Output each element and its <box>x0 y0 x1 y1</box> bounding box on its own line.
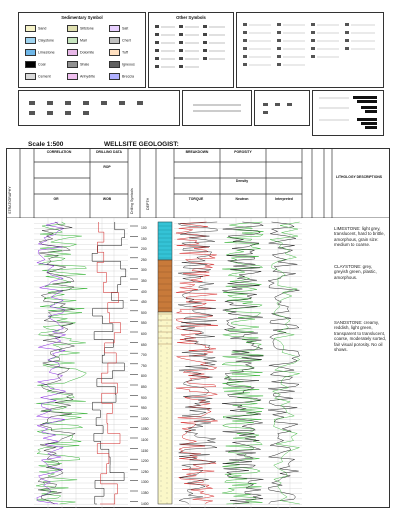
pattern-dot <box>167 403 168 404</box>
legend-sed-label: Limestone <box>38 50 55 55</box>
depth-label: 700 <box>141 353 147 358</box>
pattern-dot <box>167 378 168 379</box>
col-head-gr: GR <box>53 197 59 201</box>
pattern-dot <box>167 343 168 344</box>
depth-label: 300 <box>141 268 147 273</box>
pattern-dot <box>167 463 168 464</box>
col-head-correlation: CORRELATION <box>46 150 72 154</box>
depth-label: 1400 <box>141 501 149 506</box>
pattern-dot <box>167 368 168 369</box>
legend-sed-item <box>67 73 95 80</box>
legend-sed-label: Coal <box>38 62 46 67</box>
legend-sed-item <box>25 73 51 80</box>
pattern-dot <box>167 483 168 484</box>
depth-label: 200 <box>141 247 147 252</box>
pattern-dot <box>167 408 168 409</box>
pattern-dot <box>161 441 162 442</box>
legend-other-box <box>148 12 234 88</box>
log-tracks <box>6 218 390 508</box>
lithology-claystone <box>158 260 172 312</box>
pattern-dot <box>161 396 162 397</box>
pattern-dot <box>167 338 168 339</box>
legend-sed-item <box>25 61 45 68</box>
legend-extra-box <box>236 12 384 88</box>
legend-sed-label: Sand <box>38 26 47 31</box>
legend-sed-label: Igneous <box>122 62 135 67</box>
lithology-limestone <box>158 222 172 260</box>
pattern-dot <box>161 401 162 402</box>
depth-label: 1250 <box>141 469 149 474</box>
legend-sed-item <box>67 61 89 68</box>
legend-swatch <box>67 25 78 32</box>
legend-sed-item <box>109 37 131 44</box>
depth-label: 1300 <box>141 480 149 485</box>
legend-sed-item <box>67 37 87 44</box>
legend-row2-c-symbols <box>261 97 305 121</box>
pattern-dot <box>161 456 162 457</box>
pattern-dot <box>167 443 168 444</box>
legend-row2-a <box>18 90 180 126</box>
legend-swatch <box>67 37 78 44</box>
legend-swatch <box>25 61 36 68</box>
pattern-dot <box>161 461 162 462</box>
pattern-dot <box>161 436 162 437</box>
legend-sed-item <box>109 49 128 56</box>
pattern-dot <box>167 363 168 364</box>
legend-other-title: Other Symbols <box>176 15 206 20</box>
pattern-dot <box>161 486 162 487</box>
depth-label: 1100 <box>141 438 149 442</box>
pattern-dot <box>167 348 168 349</box>
col-head-depth: DEPTH <box>146 197 150 210</box>
pattern-dot <box>167 413 168 414</box>
col-head-drilling-data: DRILLING DATA <box>96 150 122 154</box>
depth-label: 450 <box>141 300 147 305</box>
legend-swatch <box>25 37 36 44</box>
depth-label: 1050 <box>141 427 149 432</box>
legend-other-symbols <box>153 23 231 85</box>
col-head-breakdown: BREAKDOWN <box>185 150 209 154</box>
pattern-dot <box>161 496 162 497</box>
legend-swatch <box>109 73 120 80</box>
depth-label: 500 <box>141 310 147 315</box>
pattern-dot <box>161 466 162 467</box>
pattern-dot <box>167 453 168 454</box>
pattern-dot <box>167 493 168 494</box>
legend-swatch <box>25 49 36 56</box>
legend-swatch <box>67 73 78 80</box>
pattern-dot <box>167 428 168 429</box>
scale-label: Scale 1:500 <box>28 141 64 148</box>
depth-label: 650 <box>141 342 147 347</box>
legend-extra-symbols <box>241 19 381 85</box>
pattern-dot <box>161 371 162 372</box>
pattern-dot <box>167 398 168 399</box>
legend-sed-item <box>109 61 135 68</box>
pattern-dot <box>167 433 168 434</box>
pattern-dot <box>161 406 162 407</box>
legend-swatch <box>109 25 120 32</box>
pattern-dot <box>161 501 162 502</box>
depth-label: 600 <box>141 332 147 336</box>
depth-label: 900 <box>141 395 147 400</box>
depth-label: 1000 <box>141 416 149 421</box>
pattern-dot <box>167 328 168 329</box>
depth-label: 1200 <box>141 459 149 464</box>
legend-swatch <box>67 61 78 68</box>
legend-row2-b-symbols <box>191 97 247 121</box>
legend-swatch <box>67 49 78 56</box>
depth-label: 750 <box>141 363 147 368</box>
legend-sed-item <box>109 25 128 32</box>
legend-swatch <box>109 37 120 44</box>
col-head-porosity: POROSITY <box>234 150 252 154</box>
lithology-description-2: CLAYSTONE: grey, greyish green, plastic, amorphous. <box>334 264 377 280</box>
pattern-dot <box>167 473 168 474</box>
pattern-dot <box>167 438 168 439</box>
legend-sed-label: Shale <box>80 62 90 67</box>
pattern-dot <box>167 393 168 394</box>
pattern-dot <box>167 318 168 319</box>
depth-label: 1350 <box>141 491 149 495</box>
pattern-dot <box>161 426 162 427</box>
pattern-dot <box>161 476 162 477</box>
depth-label: 150 <box>141 236 147 241</box>
pattern-dot <box>167 423 168 424</box>
depth-label: 800 <box>141 374 147 379</box>
legend-sed-label: Cement <box>38 74 51 79</box>
pattern-dot <box>167 418 168 419</box>
legend-swatch <box>109 61 120 68</box>
pattern-dot <box>161 336 162 337</box>
lithology-description-1: LIMESTONE: light grey, translucent, hard to brittle, amorphous, grain size: medium to coarse. <box>334 226 385 248</box>
pattern-dot <box>161 411 162 412</box>
pattern-dot <box>167 373 168 374</box>
pattern-dot <box>161 346 162 347</box>
legend-sed-label: Anhydrite <box>80 74 96 79</box>
legend-row2-a-symbols <box>25 97 175 121</box>
legend-sed-label: Marl <box>80 38 87 43</box>
legend-sed-item <box>67 49 94 56</box>
legend-sed-label: Tuff <box>122 50 128 55</box>
legend-sed-item <box>25 25 46 32</box>
depth-label: 950 <box>141 406 147 411</box>
pattern-dot <box>161 316 162 317</box>
lithology-description-3: SANDSTONE: creamy, reddish, light green, transparent to translucent, coarse, moderately sorted, fair visual porosity. No oil shows. <box>334 320 386 353</box>
legend-sed-item <box>25 37 54 44</box>
legend-sed-item <box>109 73 134 80</box>
pattern-dot <box>167 358 168 359</box>
pattern-dot <box>161 446 162 447</box>
legend-sed-label: Salt <box>122 26 129 31</box>
pattern-dot <box>167 353 168 354</box>
legend-row2-b <box>182 90 252 126</box>
depth-label: 850 <box>141 385 147 389</box>
legend-sed-label: Breccia <box>122 74 134 79</box>
pattern-dot <box>161 356 162 357</box>
legend-row2-c <box>254 90 310 126</box>
pattern-dot <box>161 331 162 332</box>
depth-label: 550 <box>141 321 147 326</box>
pattern-dot <box>161 386 162 387</box>
depth-label: 400 <box>141 289 147 294</box>
pattern-dot <box>161 416 162 417</box>
pattern-dot <box>161 471 162 472</box>
col-head-neutron: Neutron <box>235 197 249 201</box>
legend-swatch <box>25 25 36 32</box>
log-header-grid <box>6 148 390 218</box>
legend-sorting-bars <box>317 94 381 134</box>
pattern-dot <box>161 481 162 482</box>
legend-sed-label: Dolomite <box>80 50 95 55</box>
pattern-dot <box>161 491 162 492</box>
pattern-dot <box>167 333 168 334</box>
pattern-dot <box>161 366 162 367</box>
pattern-dot <box>161 391 162 392</box>
pattern-dot <box>161 381 162 382</box>
legend-sedimentary-box <box>18 12 146 88</box>
pattern-dot <box>161 321 162 322</box>
pattern-dot <box>167 498 168 499</box>
col-head-wob: WOB <box>102 197 112 201</box>
pattern-dot <box>167 488 168 489</box>
depth-label: 1150 <box>141 448 149 453</box>
legend-sedimentary-title: Sedimentary Symbol <box>61 15 103 20</box>
pattern-dot <box>161 421 162 422</box>
pattern-dot <box>161 351 162 352</box>
wellsite-geologist-label: WELLSITE GEOLOGIST: <box>104 141 179 148</box>
pattern-dot <box>161 361 162 362</box>
depth-label: 250 <box>141 257 147 262</box>
legend-sed-item <box>67 25 94 32</box>
pattern-dot <box>161 376 162 377</box>
pattern-dot <box>161 341 162 342</box>
legend-sed-label: Siltstone <box>80 26 94 31</box>
legend-sed-item <box>25 49 55 56</box>
pattern-dot <box>167 383 168 384</box>
col-head-interpreted: Interpreted <box>275 197 293 201</box>
col-head-torque: TORQUE <box>188 197 204 201</box>
legend-sed-label: Chert <box>122 38 131 43</box>
pattern-dot <box>161 326 162 327</box>
lithology-sandstone <box>158 312 172 504</box>
col-head-lithology-desc: LITHOLOGY DESCRIPTIONS <box>335 175 383 179</box>
pattern-dot <box>167 388 168 389</box>
pattern-dot <box>161 451 162 452</box>
legend-swatch <box>109 49 120 56</box>
col-head-density: Density <box>235 179 249 183</box>
pattern-dot <box>161 431 162 432</box>
legend-swatch <box>25 73 36 80</box>
pattern-dot <box>167 458 168 459</box>
pattern-dot <box>167 478 168 479</box>
col-head-rop: ROP <box>103 165 111 169</box>
pattern-dot <box>167 323 168 324</box>
pattern-dot <box>167 468 168 469</box>
col-head-drilling-symbols: Drilling Symbols <box>130 188 134 214</box>
depth-label: 100 <box>141 226 147 230</box>
legend-row2-d <box>312 90 384 136</box>
col-head-stratigraphy: STRATIGRAPHY <box>8 186 12 214</box>
pattern-dot <box>167 503 168 504</box>
legend-sed-label: Claystone <box>38 38 54 43</box>
depth-label: 350 <box>141 279 147 283</box>
pattern-dot <box>167 448 168 449</box>
